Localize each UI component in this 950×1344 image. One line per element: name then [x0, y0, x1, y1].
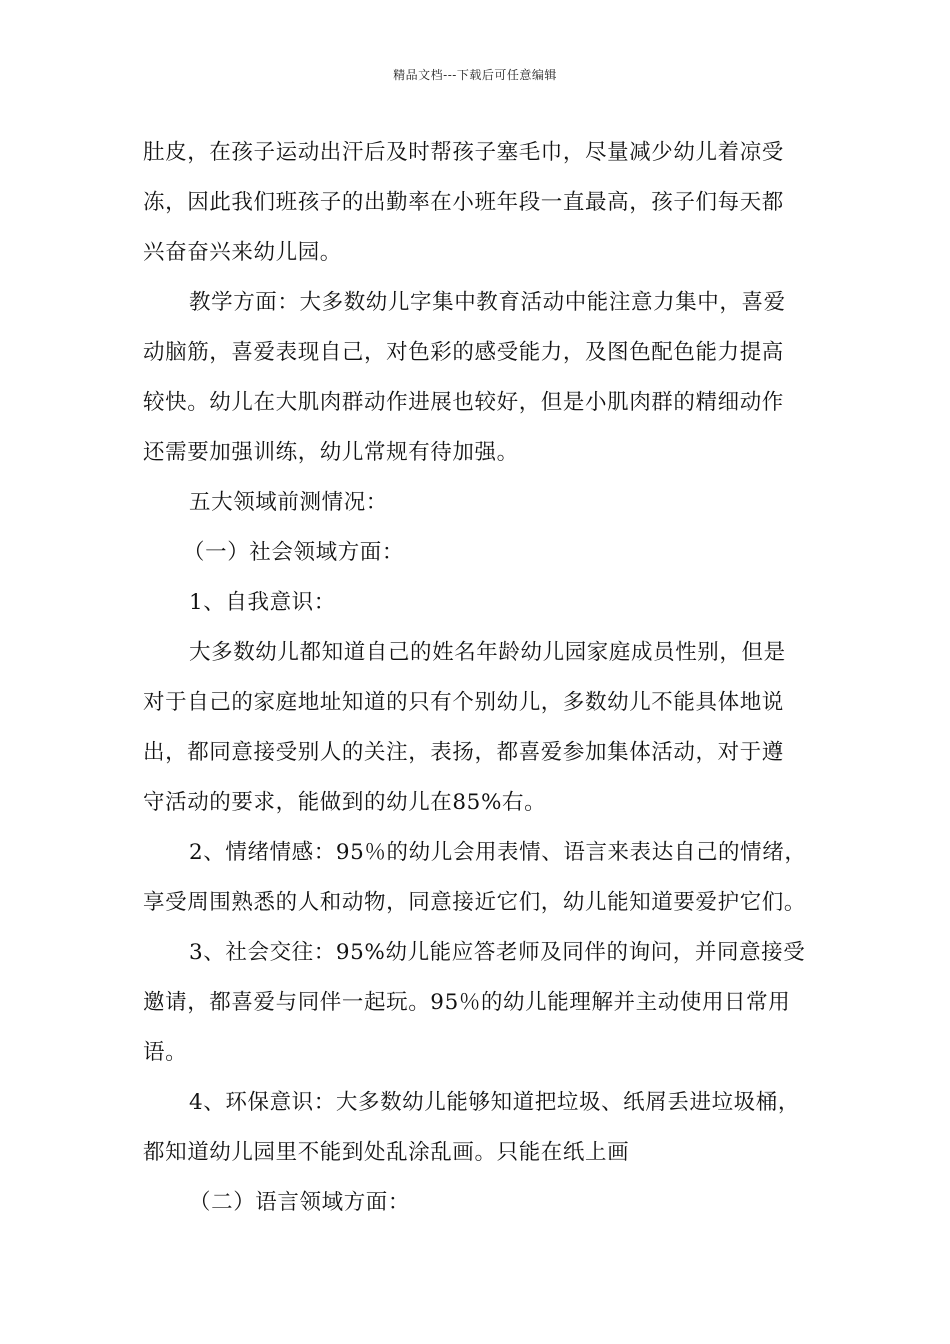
paragraph-line: 动脑筋，喜爱表现自己，对色彩的感受能力，及图色配色能力提高 [143, 340, 784, 365]
subsection-heading: （二）语言领域方面： [189, 1190, 411, 1215]
paragraph-line: 还需要加强训练，幼儿常规有待加强。 [143, 440, 519, 465]
subsection-heading: （一）社会领域方面： [183, 540, 405, 565]
document-body [143, 128, 808, 1228]
paragraph-line: 都知道幼儿园里不能到处乱涂乱画。只能在纸上画 [143, 1140, 630, 1165]
item-heading: 1、自我意识： [189, 590, 336, 615]
paragraph-line: 2、情绪情感：95％的幼儿会用表情、语言来表达自己的情绪， [189, 840, 807, 865]
paragraph-line: 对于自己的家庭地址知道的只有个别幼儿，多数幼儿不能具体地说 [143, 690, 784, 715]
paragraph-line: 出，都同意接受别人的关注，表扬，都喜爱参加集体活动，对于遵 [143, 740, 784, 765]
paragraph-line: 4、环保意识：大多数幼儿能够知道把垃圾、纸屑丢进垃圾桶， [189, 1090, 800, 1115]
paragraph-line: 教学方面：大多数幼儿字集中教育活动中能注意力集中，喜爱 [189, 290, 786, 315]
paragraph-line: 语。 [143, 1040, 188, 1065]
paragraph-line: 3、社会交往：95%幼儿能应答老师及同伴的询问，并同意接受 [189, 940, 806, 965]
paragraph-line: 大多数幼儿都知道自己的姓名年龄幼儿园家庭成员性别，但是 [189, 640, 786, 665]
page-header: 精品文档---下载后可任意编辑 [393, 68, 557, 82]
paragraph-line: 兴奋奋兴来幼儿园。 [143, 240, 342, 265]
paragraph-line: 肚皮，在孩子运动出汗后及时帮孩子塞毛巾，尽量减少幼儿着凉受 [143, 140, 784, 165]
paragraph-line: 享受周围熟悉的人和动物，同意接近它们，幼儿能知道要爱护它们。 [143, 890, 807, 915]
paragraph-line: 守活动的要求，能做到的幼儿在85%右。 [143, 790, 547, 815]
paragraph-line: 邀请，都喜爱与同伴一起玩。95％的幼儿能理解并主动使用日常用 [143, 990, 791, 1015]
paragraph-line: 较快。幼儿在大肌肉群动作进展也较好，但是小肌肉群的精细动作 [143, 390, 784, 415]
paragraph-line: 冻，因此我们班孩子的出勤率在小班年段一直最高，孩子们每天都 [143, 190, 784, 215]
section-heading: 五大领域前测情况： [189, 490, 388, 515]
